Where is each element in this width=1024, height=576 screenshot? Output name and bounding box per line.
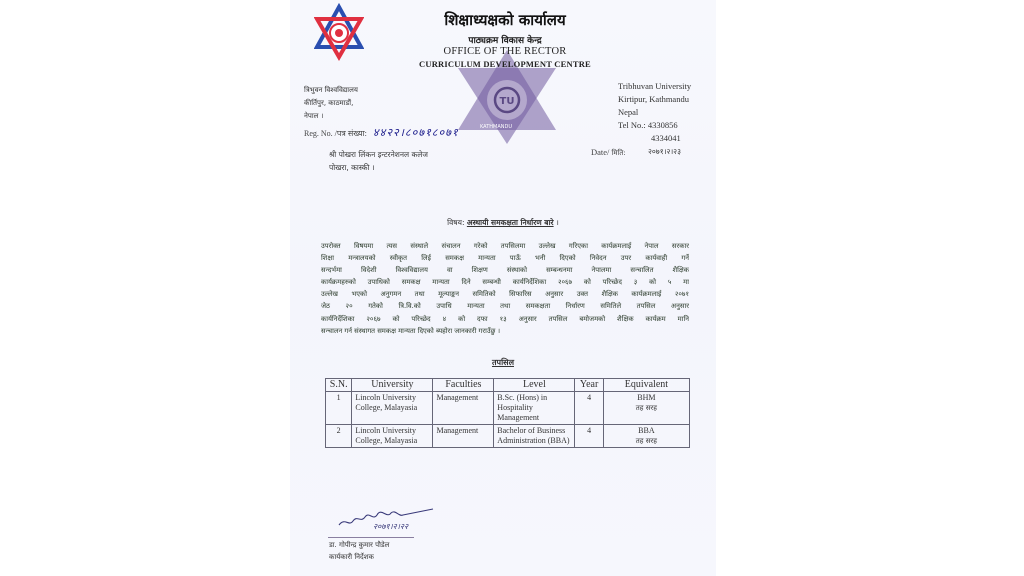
table-row: [326, 392, 690, 425]
table-header-row: [326, 379, 690, 392]
cell-university: Lincoln University College, Malayasia: [352, 425, 433, 448]
address-line: कीर्तिपुर, काठमाडौं,: [304, 99, 354, 107]
header-faculties: Faculties: [433, 379, 494, 392]
address-line: Kirtipur, Kathmandu: [618, 94, 689, 104]
equivalence-table: [325, 378, 690, 448]
office-name-nepali: शिक्षाध्यक्षको कार्यालय: [444, 11, 566, 29]
cell-equivalent: [603, 392, 689, 425]
cell-year: 4: [575, 392, 603, 425]
header-level: Level: [494, 379, 575, 392]
cell-level: Bachelor of Business Administration (BBA): [494, 425, 575, 448]
signature-date: २०७१।२।२२: [373, 522, 409, 531]
date-label-en: Date/: [591, 147, 610, 157]
signature-line: [328, 537, 414, 538]
cell-equivalent: [603, 425, 689, 448]
header-university: University: [352, 379, 433, 392]
body-line: कार्यक्रमहरुको उपाधिको समकक्ष मान्यता दिने सम्बन्धी कार्यनिर्देशिका २०६७ को परिच्छेद ३ को ५ मा: [321, 278, 689, 287]
tel-second: 4334041: [651, 133, 681, 143]
cell-university: Lincoln University College, Malayasia: [352, 392, 433, 425]
cell-sn: 1: [326, 392, 352, 425]
body-line: सन्चालन गर्न संस्थागत समकक्ष मान्यता दिएको ब्यहोरा जानकारी गराउँछु ।: [321, 326, 501, 335]
equivalent-degree: BHM: [637, 393, 656, 402]
cell-faculty: Management: [433, 425, 494, 448]
body-line: सन्दर्भमा विदेशी विश्वविद्यालय वा शिक्षण संस्थाको सम्बन्धनमा नेपालमा सन्चालित शैक्षिक: [321, 266, 689, 275]
cell-sn: 2: [326, 425, 352, 448]
body-line: उपरोक्त विषयमा त्यस संस्थाले संचालन गरेको तपसिलमा उल्लेख गरिएका कार्यक्रमलाई नेपाल सरकार: [321, 242, 689, 250]
recipient-line: पोखरा, कास्की ।: [329, 163, 375, 172]
reg-value: ४४२२।८०७१८०७१: [372, 126, 459, 139]
body-line: उल्लेख भएको अनुगमन तथा मूल्याङ्कन समितिको सिफारिस अनुसार उक्त शैक्षिक कार्यक्रमलाई २०७१: [321, 290, 689, 299]
signatory-title: कार्यकारी निर्देशक: [329, 553, 374, 561]
tribhuvan-university-logo: [314, 3, 364, 61]
schedule-title: तपसिल: [491, 358, 514, 367]
registration-number: [304, 125, 459, 140]
header-year: Year: [575, 379, 603, 392]
subject-label: विषय:: [447, 218, 465, 227]
table-row: [326, 425, 690, 448]
date-label-np: मिति:: [611, 149, 626, 157]
cell-faculty: Management: [433, 392, 494, 425]
signatory-name: डा. गोपीन्द्र कुमार पौडेल: [329, 541, 390, 549]
nepali-address: [304, 84, 358, 123]
cell-level: B.Sc. (Hons) in Hospitality Management: [494, 392, 575, 425]
address-line: Nepal: [618, 107, 639, 117]
english-address: [618, 80, 691, 158]
address-line: त्रिभुवन विश्वविद्यालय: [304, 86, 358, 94]
cell-year: 4: [575, 425, 603, 448]
recipient-line: श्री पोखरा लिंकन इन्टरनेशनल कलेज: [329, 150, 428, 159]
letter-body: [321, 240, 689, 337]
svg-text:TU: TU: [499, 96, 515, 107]
recipient-address: [329, 148, 428, 174]
body-line: जेठ २० गतेको त्रि.वि.को उपाधि मान्यता तथा समकक्षता निर्धारण समितिले तपसिल अनुसार: [321, 302, 689, 311]
body-line: शिक्षा मन्त्रालयको स्वीकृत लिई समकक्ष मान्यता पाऊँ भनी दिएको निवेदन उपर कार्यवाही गर्ने: [321, 254, 689, 263]
header-equivalent: Equivalent: [603, 379, 689, 392]
address-line: नेपाल ।: [304, 112, 324, 120]
centre-name-nepali: पाठ्यक्रम विकास केन्द्र: [468, 36, 542, 46]
seal-text: KATHMANDU: [479, 124, 513, 130]
address-line: Tel No.: 4330856: [618, 120, 678, 130]
date-label: [591, 147, 626, 158]
body-line: कार्यनिर्देशिका २०६७ को परिच्छेद ४ को दफा १३ अनुसार तपसिल बमोजमको शैक्षिक कार्यक्रम मानि: [321, 314, 689, 323]
subject-end: ।: [555, 218, 559, 227]
handwritten-signature: [337, 503, 437, 531]
equivalent-level-np: तह सरह: [635, 437, 658, 445]
signatory: [329, 539, 389, 563]
centre-name-english: CURRICULUM DEVELOPMENT CENTRE: [419, 59, 591, 69]
equivalent-degree: BBA: [638, 426, 655, 435]
header-sn: S.N.: [326, 379, 352, 392]
office-name-english: OFFICE OF THE RECTOR: [443, 46, 567, 57]
handwritten-date: २०७१।२।२३: [648, 147, 681, 156]
equivalent-level-np: तह सरह: [635, 404, 658, 412]
address-line: Tribhuvan University: [618, 81, 692, 91]
reg-label: Reg. No. /पत्र संख्या:: [304, 129, 367, 138]
subject-line: [300, 218, 706, 228]
subject-text: अस्थायी समकक्षता निर्धारण बारे: [466, 218, 554, 227]
